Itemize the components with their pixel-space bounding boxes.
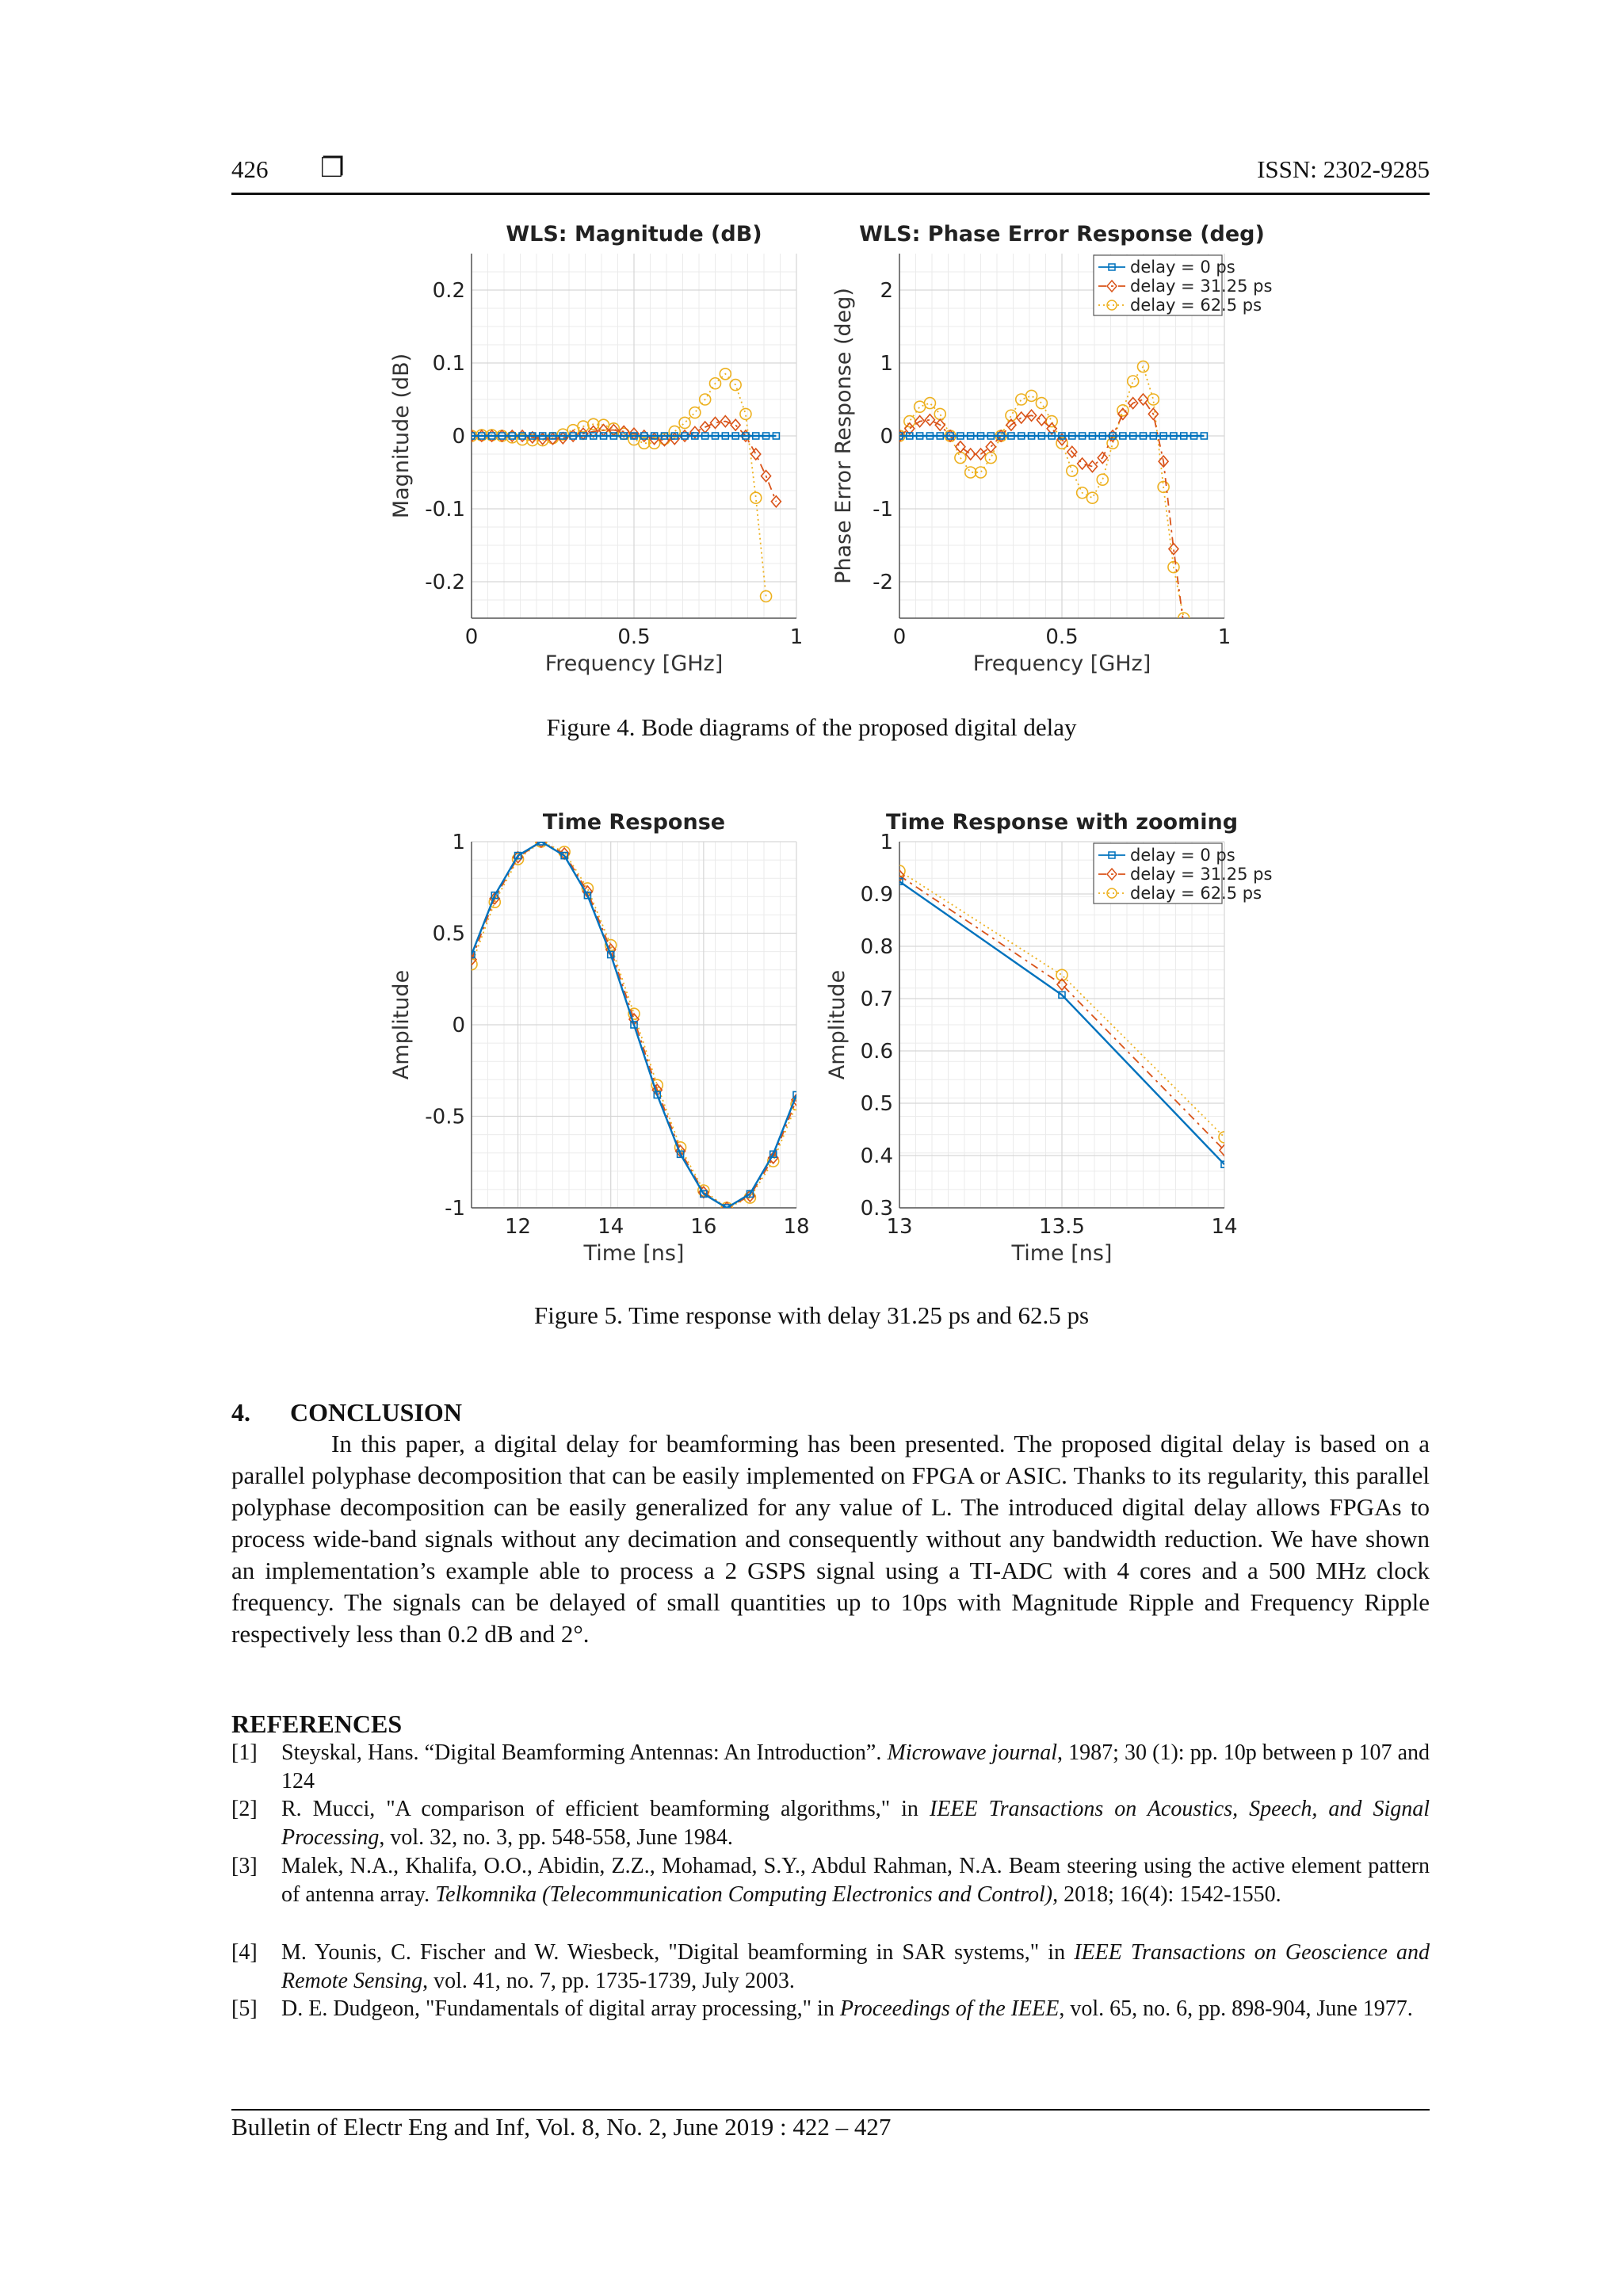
legend-label: delay = 0 ps (1130, 846, 1235, 865)
reference-text (281, 1939, 1430, 1996)
x-axis-label: Frequency [GHz] (972, 651, 1151, 676)
x-tick-label: 13.5 (1039, 1215, 1085, 1239)
y-tick-label: 2 (880, 279, 893, 303)
y-axis-label: Amplitude (825, 969, 850, 1080)
y-tick-label: 0.8 (860, 935, 893, 959)
reference-details: , vol. 41, no. 7, pp. 1735-1739, July 2003. (422, 1969, 795, 1993)
x-axis-label: Time [ns] (583, 1241, 685, 1266)
reference-venue: IEEE Transactions on Geoscience and Remote Sensing (281, 1940, 1430, 1993)
x-tick-label: 1 (789, 625, 804, 649)
reference-number: [5] (231, 1996, 258, 2021)
chart-magnitude (388, 214, 816, 690)
legend-label: delay = 31.25 ps (1130, 277, 1273, 296)
y-axis-label: Phase Error Response (deg) (831, 288, 856, 584)
chart-title: Time Response (542, 810, 726, 835)
reference-item (231, 1852, 1430, 1909)
chart-time-response (388, 800, 816, 1276)
x-tick-label: 14 (1211, 1215, 1238, 1239)
y-tick-label: 1 (452, 831, 465, 854)
footer-rule (231, 2109, 1430, 2111)
y-tick-label: 0 (452, 425, 465, 449)
reference-item (231, 1995, 1430, 2023)
reference-number: [3] (231, 1854, 258, 1878)
reference-text (281, 1852, 1430, 1909)
reference-number: [2] (231, 1797, 258, 1821)
y-tick-label: 0.2 (432, 279, 465, 303)
y-tick-label: -0.2 (425, 571, 465, 594)
x-tick-label: 16 (690, 1215, 717, 1239)
y-tick-label: -1 (445, 1197, 465, 1221)
y-tick-label: -0.5 (425, 1105, 465, 1129)
y-tick-label: 0.9 (860, 883, 893, 907)
y-tick-label: 1 (880, 352, 893, 376)
x-tick-label: 0.5 (617, 625, 651, 649)
y-tick-label: 0 (880, 425, 893, 449)
x-tick-label: 0 (464, 625, 479, 649)
reference-text (281, 1795, 1430, 1852)
y-tick-label: 0.6 (860, 1040, 893, 1064)
footer-citation: Bulletin of Electr Eng and Inf, Vol. 8, No. 2, June 2019 : 422 – 427 (231, 2113, 892, 2141)
header-rule (231, 193, 1430, 195)
section-number: 4. (231, 1398, 250, 1427)
reference-authors: Steyskal, Hans. “Digital Beamforming Antennas: An Introduction”. (281, 1740, 888, 1765)
reference-venue: Telkomnika (Telecommunication Computing Electronics and Control), (435, 1882, 1059, 1907)
legend-label: delay = 62.5 ps (1130, 296, 1262, 315)
page-number: 426 (231, 155, 269, 183)
legend (1094, 255, 1272, 315)
reference-text (281, 1739, 1430, 1796)
reference-details: , vol. 65, no. 6, pp. 898-904, June 1977. (1059, 1996, 1413, 2021)
section-heading: CONCLUSION (290, 1398, 462, 1427)
reference-number: [1] (231, 1740, 258, 1765)
legend-label: delay = 62.5 ps (1130, 884, 1262, 903)
y-axis-label: Amplitude (389, 969, 414, 1080)
reference-details: 2018; 16(4): 1542-1550. (1058, 1882, 1281, 1907)
references-heading: REFERENCES (231, 1710, 403, 1738)
reference-authors: Malek, N.A., Khalifa, O.O., Abidin, Z.Z., Mohamad, S.Y., Abdul Rahman, N.A. Beam steering using the active element pattern of antenna array. (281, 1854, 1430, 1907)
y-tick-label: 0.1 (432, 352, 465, 376)
y-tick-label: -1 (873, 498, 893, 521)
y-axis-label: Magnitude (dB) (389, 353, 414, 519)
reference-authors: D. E. Dudgeon, "Fundamentals of digital array processing," in (281, 1996, 840, 2021)
y-tick-label: 0 (452, 1014, 465, 1037)
legend-label: delay = 31.25 ps (1130, 865, 1273, 884)
data-point (1179, 620, 1189, 631)
legend (1094, 843, 1272, 904)
reference-venue: Proceedings of the IEEE (839, 1996, 1060, 2021)
y-tick-label: -0.1 (425, 498, 465, 521)
figure4-caption: Figure 4. Bode diagrams of the proposed digital delay (546, 713, 1077, 741)
chart-time-zoom (824, 800, 1284, 1276)
x-tick-label: 14 (598, 1215, 624, 1239)
chart-title: WLS: Magnitude (dB) (506, 222, 762, 246)
y-tick-label: 0.5 (860, 1092, 893, 1116)
reference-venue: Microwave journal (887, 1740, 1057, 1765)
reference-item (231, 1739, 1430, 1796)
chart-phase-error (824, 214, 1284, 690)
y-tick-label: 0.3 (860, 1197, 893, 1221)
chart-title: Time Response with zooming (885, 810, 1239, 835)
reference-item (231, 1795, 1430, 1852)
reference-item (231, 1939, 1430, 1996)
conclusion-paragraph: In this paper, a digital delay for beamforming has been presented. The proposed digital delay is based on a parallel polyphase decomposition that can be easily implemented on FPGA or ASIC. Thanks to its regularity, this parallel polyphase decomposition can be easily generalized for any value of L. The introduced digital delay allows FPGAs to process wide-band signals without any decimation and consequently without any bandwidth reduction. We have shown an implementation’s example able to process a 2 GSPS signal using a TI-ADC with 4 cores and a 500 MHz clock frequency. The signals can be delayed of small quantities up to 10ps with Magnitude Ripple and Frequency Ripple respectively less than 0.2 dB and 2°. (231, 1430, 1430, 1648)
data-point (1190, 686, 1199, 690)
box-icon: ❐ (320, 152, 345, 184)
reference-authors: M. Younis, C. Fischer and W. Wiesbeck, "Digital beamforming in SAR systems," in (281, 1940, 1075, 1965)
x-tick-label: 0.5 (1045, 625, 1079, 649)
reference-details: , vol. 32, no. 3, pp. 548-558, June 1984. (379, 1825, 733, 1850)
legend-label: delay = 0 ps (1130, 258, 1235, 277)
x-tick-label: 12 (505, 1215, 532, 1239)
reference-text (281, 1995, 1430, 2023)
x-axis-label: Frequency [GHz] (544, 651, 724, 676)
y-tick-label: 0.4 (860, 1144, 893, 1168)
reference-details: , 1987; 30 (1): pp. 10p between p 107 and 124 (281, 1740, 1430, 1794)
x-tick-label: 1 (1217, 625, 1232, 649)
x-tick-label: 13 (886, 1215, 913, 1239)
reference-authors: R. Mucci, "A comparison of efficient beamforming algorithms," in (281, 1797, 930, 1821)
x-axis-label: Time [ns] (1011, 1241, 1113, 1266)
y-tick-label: -2 (873, 571, 893, 594)
figure5-caption: Figure 5. Time response with delay 31.25 ps and 62.5 ps (533, 1301, 1090, 1329)
issn: ISSN: 2302-9285 (1257, 155, 1430, 183)
chart-title: WLS: Phase Error Response (deg) (859, 222, 1265, 246)
x-tick-label: 18 (783, 1215, 810, 1239)
y-tick-label: 0.5 (432, 922, 465, 946)
y-tick-label: 0.7 (860, 988, 893, 1011)
reference-number: [4] (231, 1940, 258, 1965)
y-tick-label: 1 (880, 831, 893, 854)
x-tick-label: 0 (892, 625, 907, 649)
reference-venue: IEEE Transactions on Acoustics, Speech, and Signal Processing (281, 1797, 1430, 1850)
